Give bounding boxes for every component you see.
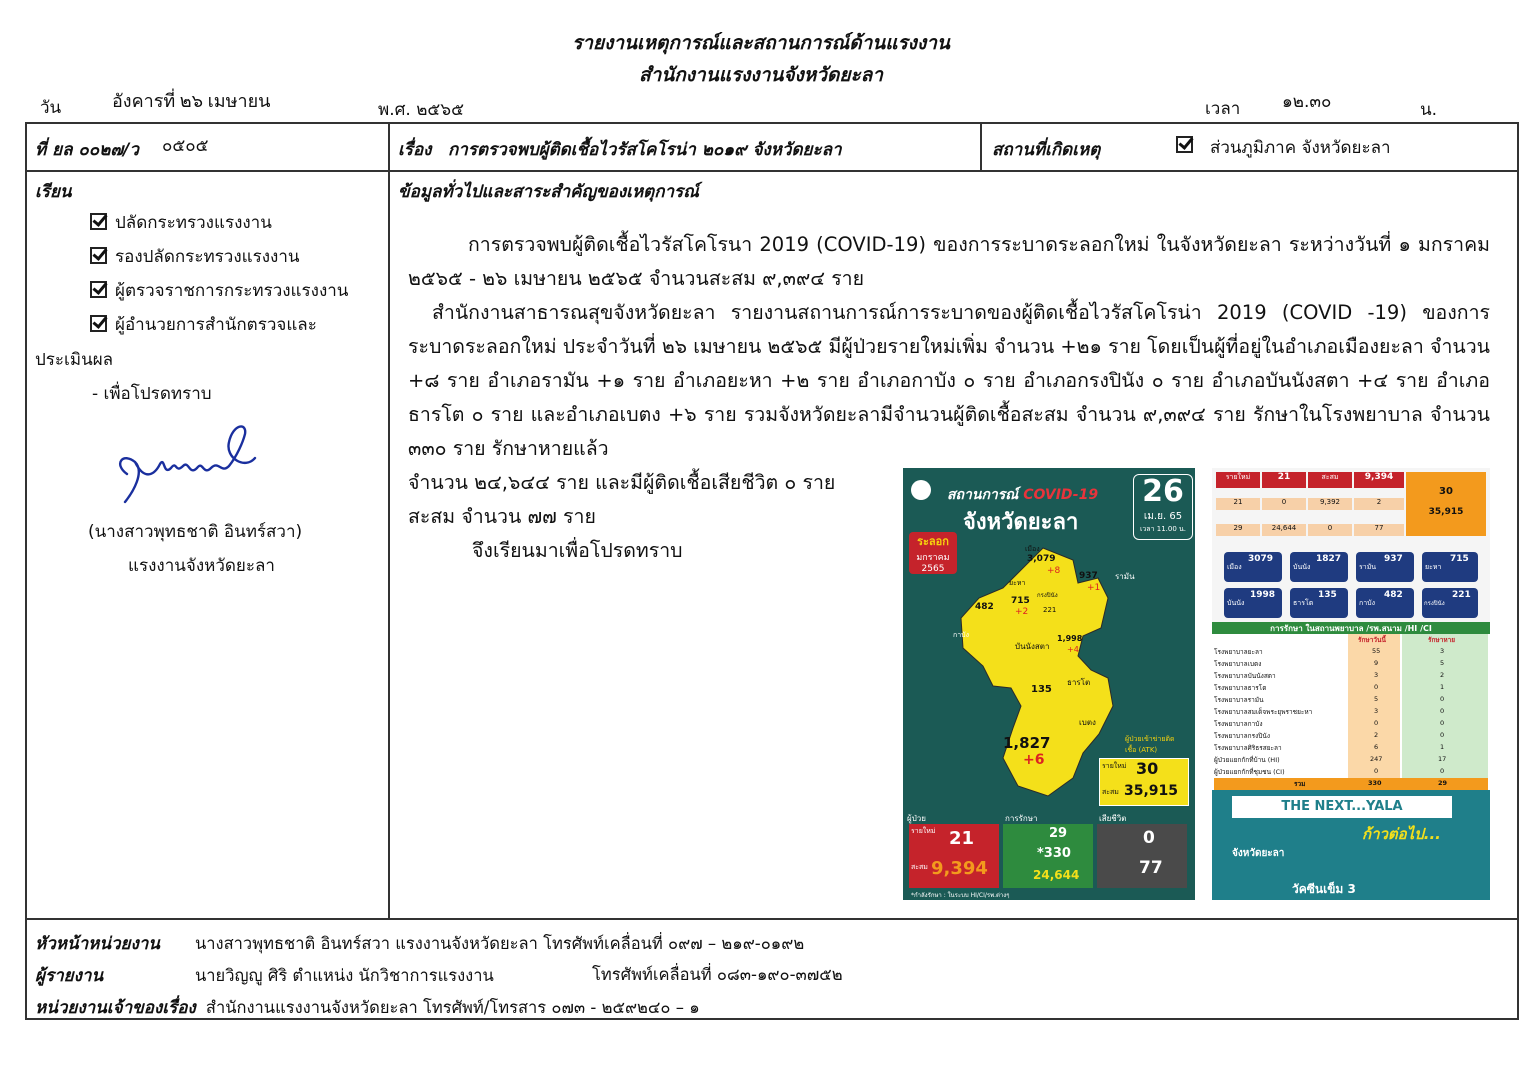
location-checkbox [1176, 136, 1193, 153]
recipient-item: รองปลัดกระทรวงแรงงาน [90, 240, 348, 274]
district-name: รามัน [1115, 572, 1135, 581]
report-title: รายงานเหตุการณ์และสถานการณ์ด้านแรงงาน [572, 32, 950, 54]
district-card: บันนัง 1998 [1224, 588, 1282, 618]
footer-divider [25, 918, 1519, 920]
table-row: โรงพยาบาลยะลา 55 3 [1214, 647, 1445, 656]
summary-cum-label: สะสม [1308, 472, 1352, 488]
district-total: 221 [1043, 606, 1057, 614]
district-total: 135 [1031, 684, 1052, 695]
table-row: ผู้ป่วยแยกกักที่บ้าน (HI) 247 17 [1214, 755, 1447, 764]
day-label: วัน [40, 98, 62, 118]
next-yala-banner: THE NEXT...YALA ก้าวต่อไป... จังหวัดยะลา วัคซีนเข็ม 3 [1212, 790, 1490, 900]
district-total: 3,079 [1027, 554, 1056, 564]
location-label: สถานที่เกิดเหตุ [992, 140, 1101, 160]
subject-label: เรื่อง [398, 140, 432, 160]
treatment-box: 29 *330 24,644 [1003, 824, 1093, 888]
year-label: พ.ศ. ๒๕๖๕ [378, 100, 464, 120]
to-label: เรียน [35, 182, 72, 202]
district-card-grid [1224, 552, 1478, 624]
atk-summary-box: 30 35,915 [1406, 472, 1486, 536]
table-total-row: รวม 330 29 [1214, 778, 1488, 790]
district-name: เมือง [1025, 545, 1040, 553]
location-value: ส่วนภูมิภาค จังหวัดยะลา [1210, 138, 1391, 158]
district-card: ยะหา 715 [1422, 552, 1478, 582]
time-unit: น. [1420, 100, 1438, 120]
table-row: โรงพยาบาลศิริธรสยะลา 6 1 [1214, 743, 1445, 752]
paragraph-2-cont-2: สะสม จำนวน ๗๗ ราย [408, 505, 596, 528]
hospital-table: รักษาวันนี้ รักษาหาย โรงพยาบาลยะลา 55 3 โรงพยาบาลเบตง 9 5 โรงพยาบาลบันนังสตา 3 2 โรงพยาบาลธารโต 0 1 โรงพยาบาลรามัน 5 0 โรงพยาบาลสมเด็จพระยุพราชยะหา 3 0 โรงพยาบาลกาบัง 0 0 โรงพยาบาลกรงปินัง 2 0 โรงพยาบาลศิริธรสยะลา 6 1 ผู้ป่วยแยกกักที่บ้าน (HI) 247 17 ผู้ป่วยแยกกักที่ชุมชน (CI) 0 0 รวม 330 29 [1212, 634, 1490, 810]
reporter-phone: โทรศัพท์เคลื่อนที่ ๐๘๓-๑๙๐-๓๗๕๒ [592, 965, 843, 984]
paragraph-1: การตรวจพบผู้ติดเชื้อไวรัสโคโรนา 2019 (COVID-19) ของการระบาดระลอกใหม่ ในจังหวัดยะลา ระหว่างวันที่ ๑ มกราคม ๒๕๖๕ - ๒๖ เมษายน ๒๕๖๕ จำนวนสะสม ๙,๓๙๔ ราย [408, 233, 1490, 290]
check-icon [90, 247, 107, 264]
recipient-item: ปลัดกระทรวงแรงงาน [90, 206, 348, 240]
time-value: ๑๒.๓๐ [1282, 92, 1332, 112]
covid-summary-infographic: รายใหม่ 21 สะสม 9,394 30 35,915 21 0 9,392 2 29 24,644 0 77 เมือง 3079 บันนัง 1827 รามัน 937 ยะหา 715 บันนัง 1998 ธารโต 135 กาบัง 482 กรงปินัง 221 การรักษา ในสถานพยาบาล /รพ.สนาม /HI /CI รักษาวันนี้ รักษาหาย โรงพยาบาลยะลา 55 3 โรงพยาบาลเบตง 9 5 โรงพยาบาลบันนังสตา 3 2 โรงพยาบาลธารโต 0 1 โรงพยาบาลรามัน 5 0 โรงพยาบาลสมเด็จพระยุพราชยะหา 3 0 โรงพยาบาลกาบัง 0 0 โรงพยาบาลกรงปินัง 2 0 โรงพยาบาลศิริธรสยะลา 6 1 ผู้ป่วยแยกกักที่บ้าน (HI) 247 17 ผู้ป่วยแยกกักที่ชุมชน (CI) 0 0 รวม 330 29 THE NEXT...YALA ก้าวต่อไป... จังหวัดยะลา วัคซีนเข็ม 3 [1212, 468, 1490, 900]
district-name: บันนังสตา [1015, 642, 1050, 651]
doc-number: ที่ ยล ๐๐๒๗/ว [35, 140, 139, 160]
district-name: ธารโต [1067, 678, 1091, 687]
district-new: +8 [1047, 566, 1061, 576]
row-divider [25, 170, 1519, 172]
subject: การตรวจพบผู้ติดเชื้อไวรัสโคโรน่า ๒๐๑๙ จังหวัดยะลา [448, 140, 842, 160]
table-row: โรงพยาบาลกาบัง 0 0 [1214, 719, 1445, 728]
footer-reporter: ผู้รายงาน นายวิญญู ศิริ ตำแหน่ง นักวิชาการแรงงาน [35, 966, 494, 986]
recipient-item: ผู้ตรวจราชการกระทรวงแรงงาน [90, 274, 348, 308]
doc-number-handwritten: ๐๕๐๕ [162, 136, 209, 156]
recipient-list [90, 206, 348, 342]
purpose: - เพื่อโปรดทราบ [92, 384, 212, 404]
district-name: กรงปินัง [1037, 592, 1058, 599]
table-row: โรงพยาบาลธารโต 0 1 [1214, 683, 1445, 692]
signer-title: แรงงานจังหวัดยะลา [128, 556, 275, 576]
recipient-continuation: ประเมินผล [35, 350, 114, 370]
district-name: กาบัง [953, 631, 970, 639]
recipient-item: ผู้อำนวยการสำนักตรวจและ [90, 308, 348, 342]
district-name: ยะหา [1009, 579, 1026, 587]
district-total: 482 [975, 602, 994, 612]
district-card: เมือง 3079 [1224, 552, 1282, 582]
patients-label: ผู้ป่วย [907, 814, 926, 823]
treatment-label: การรักษา [1005, 814, 1038, 823]
summary-new: 21 [1262, 472, 1306, 488]
atk-label: ผู้ป่วยเข้าข่ายติดเชื้อ (ATK) [1125, 735, 1175, 754]
column-divider [388, 122, 390, 918]
district-card: กาบัง 482 [1356, 588, 1414, 618]
district-new: +4 [1067, 645, 1079, 654]
district-name: เบตง [1079, 718, 1096, 727]
check-icon [90, 315, 107, 332]
district-total: 1,827 [1003, 734, 1051, 752]
wave-badge: ระลอก มกราคม 2565 [909, 532, 957, 574]
table-row: โรงพยาบาลสมเด็จพระยุพราชยะหา 3 0 [1214, 707, 1445, 716]
footer-head: หัวหน้าหน่วยงาน นางสาวพุทธชาติ อินทร์สวา แรงงานจังหวัดยะลา โทรศัพท์เคลื่อนที่ ๐๙๗ – ๒๑๙-๐๑๙๒ [35, 934, 805, 954]
district-card: รามัน 937 [1356, 552, 1414, 582]
district-total: 715 [1011, 596, 1030, 606]
district-new: +6 [1023, 752, 1045, 768]
table-row: ผู้ป่วยแยกกักที่ชุมชน (CI) 0 0 [1214, 767, 1445, 776]
district-card: กรงปินัง 221 [1422, 588, 1478, 618]
hospital-table-title: การรักษา ในสถานพยาบาล /รพ.สนาม /HI /CI [1212, 622, 1490, 634]
paragraph-2-cont-1: จำนวน ๒๔,๖๔๔ ราย และมีผู้ติดเชื้อเสียชีวิต ๐ ราย [408, 471, 836, 494]
closing: จึงเรียนมาเพื่อโปรดทราบ [472, 539, 683, 562]
district-card: บันนัง 1827 [1290, 552, 1348, 582]
section-label: ข้อมูลทั่วไปและสาระสำคัญของเหตุการณ์ [398, 182, 699, 202]
covid-map-infographic: สถานการณ์ COVID-19 จังหวัดยะลา 26 เม.ย. 65 เวลา 11.00 น. ระลอก มกราคม 2565 เมือง 3,079 +8 รามัน 937 +1 ยะหา 715 +2 482 กาบัง กรงปินัง 221 บันนังสตา 1,998 +4 ธารโต 135 เบตง 1,827 +6 ผู้ป่วยเข้าข่ายติดเชื้อ (ATK) รายใหม่ 30 สะสม 35,915 ผู้ป่วย รายใหม่ 21 สะสม 9,394 การรักษา 29 *330 24,644 เสียชีวิต 0 77 *กำลังรักษา : ในระบบ HI/CI/รพ.ต่างๆ [903, 468, 1195, 900]
atk-box: รายใหม่ 30 สะสม 35,915 [1099, 758, 1189, 806]
info-footnote: *กำลังรักษา : ในระบบ HI/CI/รพ.ต่างๆ [911, 892, 1010, 899]
death-label: เสียชีวิต [1099, 814, 1127, 823]
info-province: จังหวัดยะลา [963, 510, 1079, 535]
check-icon [90, 213, 107, 230]
table-row: โรงพยาบาลบันนังสตา 3 2 [1214, 671, 1445, 680]
moph-logo-icon [911, 480, 931, 500]
summary-cum: 9,394 [1354, 472, 1404, 488]
time-label: เวลา [1205, 99, 1241, 119]
summary-new-label: รายใหม่ [1216, 472, 1260, 488]
signer-name: (นางสาวพุทธชาติ อินทร์สวา) [88, 522, 303, 542]
district-card: ธารโต 135 [1290, 588, 1348, 618]
check-icon [90, 281, 107, 298]
district-new: +1 [1087, 583, 1101, 593]
header-col-divider [980, 122, 982, 170]
death-box: 0 77 [1097, 824, 1187, 888]
day-value: อังคารที่ ๒๖ เมษายน [112, 91, 271, 111]
district-new: +2 [1015, 607, 1029, 617]
signature-image [105, 412, 265, 512]
paragraph-2: สำนักงานสาธารณสุขจังหวัดยะลา รายงานสถานการณ์การระบาดของผู้ติดเชื้อไวรัสโคโรน่า 2019 (COVID -19) ของการระบาดระลอกใหม่ ประจำวันที่ ๒๖ เมษายน ๒๕๖๕ มีผู้ป่วยรายใหม่เพิ่ม จำนวน +๒๑ ราย โดยเป็นผู้ที่อยู่ในอำเภอเมืองยะลา จำนวน +๘ ราย อำเภอรามัน +๑ ราย อำเภอยะหา +๒ ราย อำเภอกาบัง ๐ ราย อำเภอกรงปินัง ๐ ราย อำเภอบันนังสตา +๔ ราย อำเภอธารโต ๐ ราย และอำเภอเบตง +๖ ราย รวมจังหวัดยะลามีจำนวนผู้ติดเชื้อสะสม จำนวน ๙,๓๙๔ ราย รักษาในโรงพยาบาล จำนวน ๓๓๐ ราย รักษาหายแล้ว [408, 301, 1490, 460]
cases-box: รายใหม่ 21 สะสม 9,394 [909, 824, 999, 888]
footer-unit: หน่วยงานเจ้าของเรื่อง สำนักงานแรงงานจังหวัดยะลา โทรศัพท์/โทรสาร ๐๗๓ - ๒๕๙๒๔๐ – ๑ [35, 998, 700, 1018]
table-row: โรงพยาบาลรามัน 5 0 [1214, 695, 1445, 704]
office-title: สำนักงานแรงงานจังหวัดยะลา [639, 64, 883, 86]
date-box: 26 เม.ย. 65 เวลา 11.00 น. [1133, 474, 1193, 540]
table-row: โรงพยาบาลกรงปินัง 2 0 [1214, 731, 1445, 740]
table-row: โรงพยาบาลเบตง 9 5 [1214, 659, 1445, 668]
district-total: 937 [1079, 571, 1098, 581]
district-total: 1,998 [1057, 634, 1083, 643]
